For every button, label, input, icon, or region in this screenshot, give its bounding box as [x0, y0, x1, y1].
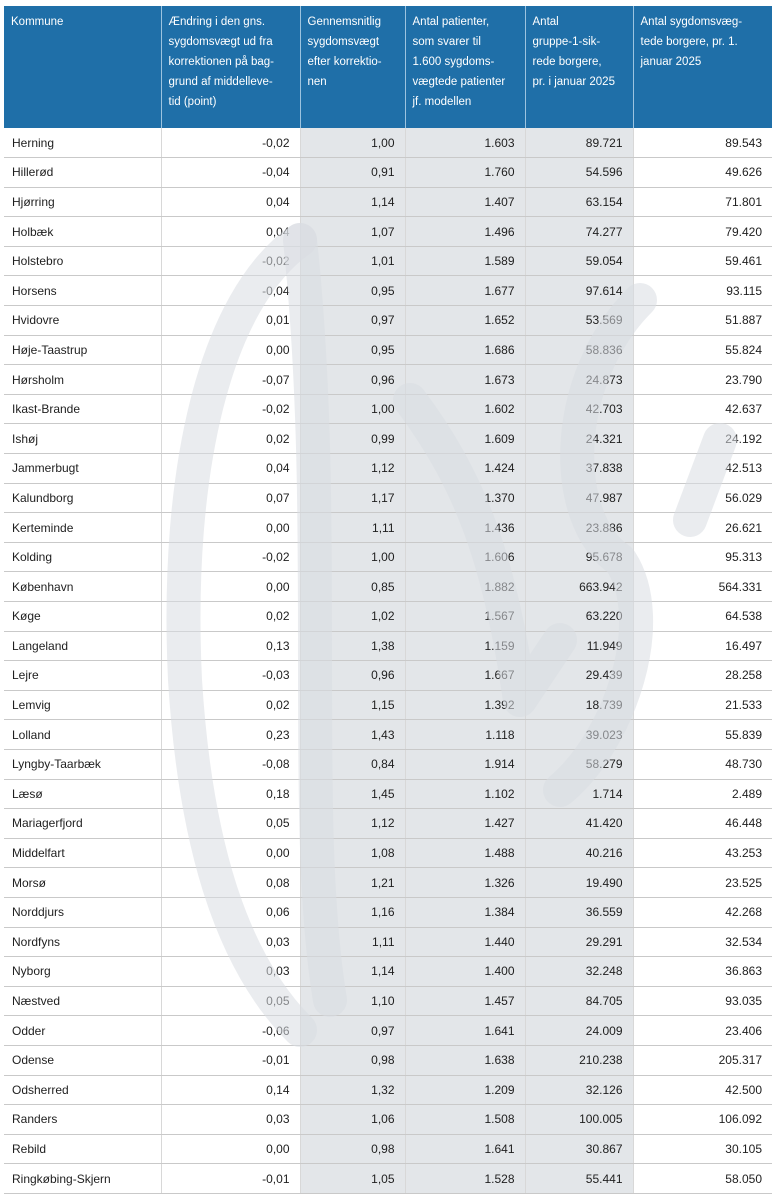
- change-cell: -0,06: [161, 1016, 300, 1046]
- table-row: [4, 187, 772, 217]
- avg-weight-cell: 1,00: [300, 542, 405, 572]
- avg-weight-cell: 1,16: [300, 897, 405, 927]
- group1-cell: 24.321: [525, 424, 633, 454]
- table-row: [4, 306, 772, 336]
- patients-cell: 1.673: [405, 365, 525, 395]
- patients-cell: 1.602: [405, 394, 525, 424]
- weighted-citizens-cell: 58.050: [633, 1164, 772, 1194]
- table-row: [4, 868, 772, 898]
- group1-cell: 41.420: [525, 809, 633, 839]
- avg-weight-cell: 1,14: [300, 957, 405, 987]
- group1-cell: 42.703: [525, 394, 633, 424]
- header-text-line: nen: [307, 76, 327, 88]
- kommune-cell: Lemvig: [4, 690, 161, 720]
- patients-cell: 1.667: [405, 661, 525, 691]
- weighted-citizens-cell: 32.534: [633, 927, 772, 957]
- header-text-line: Antal: [532, 16, 559, 28]
- group1-cell: 29.439: [525, 661, 633, 691]
- change-cell: 0,04: [161, 217, 300, 247]
- avg-weight-cell: 0,96: [300, 661, 405, 691]
- weighted-citizens-cell: 106.092: [633, 1105, 772, 1135]
- header-text-line: tede borgere, pr. 1.: [640, 36, 738, 48]
- kommune-cell: Hørsholm: [4, 365, 161, 395]
- kommune-cell: Rebild: [4, 1134, 161, 1164]
- table-row: [4, 128, 772, 158]
- change-cell: 0,00: [161, 513, 300, 543]
- weighted-citizens-cell: 42.513: [633, 454, 772, 484]
- weighted-citizens-cell: 42.637: [633, 394, 772, 424]
- group1-cell: 210.238: [525, 1045, 633, 1075]
- weighted-citizens-cell: 95.313: [633, 542, 772, 572]
- patients-cell: 1.457: [405, 986, 525, 1016]
- change-cell: -0,02: [161, 542, 300, 572]
- change-cell: 0,08: [161, 868, 300, 898]
- weighted-citizens-cell: 43.253: [633, 838, 772, 868]
- change-cell: -0,03: [161, 661, 300, 691]
- change-cell: 0,07: [161, 483, 300, 513]
- avg-weight-cell: 1,00: [300, 128, 405, 158]
- weighted-citizens-cell: 2.489: [633, 779, 772, 809]
- avg-weight-cell: 0,91: [300, 158, 405, 188]
- patients-cell: 1.652: [405, 306, 525, 336]
- kommune-cell: Kolding: [4, 542, 161, 572]
- group1-cell: 40.216: [525, 838, 633, 868]
- change-cell: -0,02: [161, 246, 300, 276]
- kommune-cell: Norddjurs: [4, 897, 161, 927]
- change-cell: 0,03: [161, 957, 300, 987]
- patients-cell: 1.677: [405, 276, 525, 306]
- group1-cell: 24.873: [525, 365, 633, 395]
- header-text-line: Antal patienter,: [412, 16, 490, 28]
- avg-weight-cell: 0,98: [300, 1045, 405, 1075]
- avg-weight-cell: 1,05: [300, 1164, 405, 1194]
- header-text-line: rede borgere,: [532, 56, 602, 68]
- avg-weight-cell: 1,12: [300, 809, 405, 839]
- table-row: [4, 424, 772, 454]
- patients-cell: 1.609: [405, 424, 525, 454]
- weighted-citizens-cell: 28.258: [633, 661, 772, 691]
- group1-cell: 89.721: [525, 128, 633, 158]
- weighted-citizens-cell: 24.192: [633, 424, 772, 454]
- avg-weight-cell: 0,97: [300, 1016, 405, 1046]
- header-text-line: tid (point): [168, 96, 217, 108]
- kommune-cell: Ikast-Brande: [4, 394, 161, 424]
- kommune-cell: Holbæk: [4, 217, 161, 247]
- weighted-citizens-cell: 23.525: [633, 868, 772, 898]
- group1-cell: 54.596: [525, 158, 633, 188]
- table-row: [4, 572, 772, 602]
- header-text-line: gruppe-1-sik-: [532, 36, 601, 48]
- table-row: [4, 217, 772, 247]
- avg-weight-cell: 1,17: [300, 483, 405, 513]
- patients-cell: 1.641: [405, 1134, 525, 1164]
- table-row: [4, 394, 772, 424]
- group1-cell: 58.279: [525, 749, 633, 779]
- patients-cell: 1.407: [405, 187, 525, 217]
- group1-cell: 11.949: [525, 631, 633, 661]
- avg-weight-cell: 0,96: [300, 365, 405, 395]
- avg-weight-cell: 0,84: [300, 749, 405, 779]
- patients-cell: 1.914: [405, 749, 525, 779]
- group1-cell: 55.441: [525, 1164, 633, 1194]
- patients-cell: 1.400: [405, 957, 525, 987]
- kommune-cell: Nyborg: [4, 957, 161, 987]
- header-text-line: sygdomsvægt ud fra: [168, 36, 273, 48]
- kommune-cell: Køge: [4, 602, 161, 632]
- table-row: [4, 483, 772, 513]
- avg-weight-cell: 1,14: [300, 187, 405, 217]
- avg-weight-cell: 0,95: [300, 335, 405, 365]
- avg-weight-cell: 0,98: [300, 1134, 405, 1164]
- kommune-cell: Næstved: [4, 986, 161, 1016]
- kommune-cell: Ringkøbing-Skjern: [4, 1164, 161, 1194]
- weighted-citizens-cell: 564.331: [633, 572, 772, 602]
- weighted-citizens-cell: 21.533: [633, 690, 772, 720]
- change-cell: -0,07: [161, 365, 300, 395]
- header-row: [4, 6, 772, 128]
- change-cell: 0,02: [161, 690, 300, 720]
- weighted-citizens-cell: 42.500: [633, 1075, 772, 1105]
- patients-cell: 1.118: [405, 720, 525, 750]
- table-row: [4, 957, 772, 987]
- weighted-citizens-cell: 26.621: [633, 513, 772, 543]
- weighted-citizens-cell: 93.035: [633, 986, 772, 1016]
- avg-weight-cell: 1,08: [300, 838, 405, 868]
- group1-cell: 100.005: [525, 1105, 633, 1135]
- change-cell: 0,00: [161, 572, 300, 602]
- avg-weight-cell: 0,95: [300, 276, 405, 306]
- group1-cell: 24.009: [525, 1016, 633, 1046]
- group1-cell: 74.277: [525, 217, 633, 247]
- col-header-kommune: [4, 6, 161, 128]
- table-row: [4, 276, 772, 306]
- header-text-line: korrektionen på bag-: [168, 56, 274, 68]
- table-row: [4, 158, 772, 188]
- weighted-citizens-cell: 93.115: [633, 276, 772, 306]
- weighted-citizens-cell: 59.461: [633, 246, 772, 276]
- change-cell: -0,04: [161, 158, 300, 188]
- weighted-citizens-cell: 55.824: [633, 335, 772, 365]
- avg-weight-cell: 1,00: [300, 394, 405, 424]
- kommune-cell: Morsø: [4, 868, 161, 898]
- avg-weight-cell: 1,07: [300, 217, 405, 247]
- group1-cell: 59.054: [525, 246, 633, 276]
- weighted-citizens-cell: 71.801: [633, 187, 772, 217]
- change-cell: 0,03: [161, 1105, 300, 1135]
- table-row: [4, 365, 772, 395]
- header-text-line: Kommune: [11, 16, 64, 28]
- table-row: [4, 809, 772, 839]
- header-text-line: Gennemsnitlig: [307, 16, 382, 28]
- group1-cell: 32.248: [525, 957, 633, 987]
- table-row: [4, 1164, 772, 1194]
- avg-weight-cell: 1,11: [300, 927, 405, 957]
- table-row: [4, 838, 772, 868]
- kommune-cell: Langeland: [4, 631, 161, 661]
- avg-weight-cell: 1,11: [300, 513, 405, 543]
- kommune-cell: Odsherred: [4, 1075, 161, 1105]
- avg-weight-cell: 0,97: [300, 306, 405, 336]
- table-row: [4, 1075, 772, 1105]
- header-text-line: efter korrektio-: [307, 56, 382, 68]
- group1-cell: 18.739: [525, 690, 633, 720]
- group1-cell: 23.886: [525, 513, 633, 543]
- weighted-citizens-cell: 89.543: [633, 128, 772, 158]
- group1-cell: 663.942: [525, 572, 633, 602]
- group1-cell: 63.154: [525, 187, 633, 217]
- change-cell: 0,23: [161, 720, 300, 750]
- kommune-cell: Holstebro: [4, 246, 161, 276]
- avg-weight-cell: 1,45: [300, 779, 405, 809]
- avg-weight-cell: 1,01: [300, 246, 405, 276]
- table-row: [4, 1105, 772, 1135]
- group1-cell: 97.614: [525, 276, 633, 306]
- weighted-citizens-cell: 55.839: [633, 720, 772, 750]
- weighted-citizens-cell: 46.448: [633, 809, 772, 839]
- group1-cell: 53.569: [525, 306, 633, 336]
- weighted-citizens-cell: 64.538: [633, 602, 772, 632]
- kommune-cell: København: [4, 572, 161, 602]
- table-row: [4, 986, 772, 1016]
- patients-cell: 1.606: [405, 542, 525, 572]
- weighted-citizens-cell: 30.105: [633, 1134, 772, 1164]
- group1-cell: 30.867: [525, 1134, 633, 1164]
- group1-cell: 29.291: [525, 927, 633, 957]
- weighted-citizens-cell: 16.497: [633, 631, 772, 661]
- kommune-cell: Jammerbugt: [4, 454, 161, 484]
- col-header-weighted-citizens: [633, 6, 772, 128]
- patients-cell: 1.528: [405, 1164, 525, 1194]
- change-cell: 0,03: [161, 927, 300, 957]
- avg-weight-cell: 1,06: [300, 1105, 405, 1135]
- group1-cell: 39.023: [525, 720, 633, 750]
- table-header: [4, 6, 772, 128]
- weighted-citizens-cell: 51.887: [633, 306, 772, 336]
- patients-cell: 1.209: [405, 1075, 525, 1105]
- patients-cell: 1.440: [405, 927, 525, 957]
- group1-cell: 47.987: [525, 483, 633, 513]
- kommune-cell: Lolland: [4, 720, 161, 750]
- kommune-cell: Odder: [4, 1016, 161, 1046]
- table-row: [4, 927, 772, 957]
- patients-cell: 1.686: [405, 335, 525, 365]
- patients-cell: 1.384: [405, 897, 525, 927]
- table-row: [4, 246, 772, 276]
- header-text-line: pr. i januar 2025: [532, 76, 615, 88]
- table-row: [4, 749, 772, 779]
- header-text-line: vægtede patienter: [412, 76, 506, 88]
- weighted-citizens-cell: 49.626: [633, 158, 772, 188]
- group1-cell: 63.220: [525, 602, 633, 632]
- change-cell: -0,04: [161, 276, 300, 306]
- kommune-cell: Horsens: [4, 276, 161, 306]
- patients-cell: 1.488: [405, 838, 525, 868]
- table-row: [4, 335, 772, 365]
- change-cell: 0,06: [161, 897, 300, 927]
- patients-cell: 1.603: [405, 128, 525, 158]
- table-row: [4, 779, 772, 809]
- patients-cell: 1.882: [405, 572, 525, 602]
- kommune-cell: Høje-Taastrup: [4, 335, 161, 365]
- group1-cell: 58.836: [525, 335, 633, 365]
- change-cell: 0,05: [161, 986, 300, 1016]
- header-text-line: jf. modellen: [412, 96, 472, 108]
- header-text-line: 1.600 sygdoms-: [412, 56, 495, 68]
- change-cell: 0,04: [161, 454, 300, 484]
- col-header-avg-weight: [300, 6, 405, 128]
- table-row: [4, 454, 772, 484]
- weighted-citizens-cell: 79.420: [633, 217, 772, 247]
- patients-cell: 1.641: [405, 1016, 525, 1046]
- weighted-citizens-cell: 23.790: [633, 365, 772, 395]
- table-row: [4, 1016, 772, 1046]
- table-row: [4, 690, 772, 720]
- document-page: [4, 6, 772, 1194]
- kommune-cell: Kalundborg: [4, 483, 161, 513]
- group1-cell: 19.490: [525, 868, 633, 898]
- group1-cell: 1.714: [525, 779, 633, 809]
- change-cell: 0,18: [161, 779, 300, 809]
- patients-cell: 1.326: [405, 868, 525, 898]
- change-cell: 0,14: [161, 1075, 300, 1105]
- weighted-citizens-cell: 205.317: [633, 1045, 772, 1075]
- header-text-line: Ændring i den gns.: [168, 16, 266, 28]
- group1-cell: 32.126: [525, 1075, 633, 1105]
- table-row: [4, 542, 772, 572]
- avg-weight-cell: 0,85: [300, 572, 405, 602]
- patients-cell: 1.392: [405, 690, 525, 720]
- change-cell: 0,02: [161, 424, 300, 454]
- table-row: [4, 897, 772, 927]
- patients-cell: 1.159: [405, 631, 525, 661]
- table-row: [4, 513, 772, 543]
- change-cell: -0,01: [161, 1164, 300, 1194]
- municipality-data-table: [4, 6, 772, 1194]
- header-text-line: grund af middelleve-: [168, 76, 273, 88]
- table-row: [4, 602, 772, 632]
- patients-cell: 1.567: [405, 602, 525, 632]
- kommune-cell: Randers: [4, 1105, 161, 1135]
- kommune-cell: Mariagerfjord: [4, 809, 161, 839]
- avg-weight-cell: 1,32: [300, 1075, 405, 1105]
- kommune-cell: Herning: [4, 128, 161, 158]
- patients-cell: 1.496: [405, 217, 525, 247]
- patients-cell: 1.427: [405, 809, 525, 839]
- patients-cell: 1.370: [405, 483, 525, 513]
- weighted-citizens-cell: 56.029: [633, 483, 772, 513]
- change-cell: -0,01: [161, 1045, 300, 1075]
- kommune-cell: Læsø: [4, 779, 161, 809]
- kommune-cell: Nordfyns: [4, 927, 161, 957]
- weighted-citizens-cell: 23.406: [633, 1016, 772, 1046]
- change-cell: 0,05: [161, 809, 300, 839]
- patients-cell: 1.638: [405, 1045, 525, 1075]
- patients-cell: 1.589: [405, 246, 525, 276]
- table-row: [4, 1134, 772, 1164]
- change-cell: 0,00: [161, 335, 300, 365]
- header-text-line: som svarer til: [412, 36, 481, 48]
- kommune-cell: Hjørring: [4, 187, 161, 217]
- avg-weight-cell: 1,12: [300, 454, 405, 484]
- table-body: [4, 128, 772, 1193]
- avg-weight-cell: 1,38: [300, 631, 405, 661]
- header-text-line: Antal sygdomsvæg-: [640, 16, 743, 28]
- kommune-cell: Lejre: [4, 661, 161, 691]
- change-cell: 0,02: [161, 602, 300, 632]
- weighted-citizens-cell: 42.268: [633, 897, 772, 927]
- avg-weight-cell: 1,15: [300, 690, 405, 720]
- change-cell: -0,02: [161, 128, 300, 158]
- group1-cell: 37.838: [525, 454, 633, 484]
- patients-cell: 1.760: [405, 158, 525, 188]
- avg-weight-cell: 1,02: [300, 602, 405, 632]
- patients-cell: 1.508: [405, 1105, 525, 1135]
- kommune-cell: Odense: [4, 1045, 161, 1075]
- kommune-cell: Kerteminde: [4, 513, 161, 543]
- kommune-cell: Middelfart: [4, 838, 161, 868]
- avg-weight-cell: 1,43: [300, 720, 405, 750]
- change-cell: 0,01: [161, 306, 300, 336]
- change-cell: 0,00: [161, 838, 300, 868]
- avg-weight-cell: 1,10: [300, 986, 405, 1016]
- weighted-citizens-cell: 48.730: [633, 749, 772, 779]
- change-cell: 0,00: [161, 1134, 300, 1164]
- kommune-cell: Ishøj: [4, 424, 161, 454]
- header-text-line: sygdomsvægt: [307, 36, 380, 48]
- change-cell: 0,13: [161, 631, 300, 661]
- col-header-patients: [405, 6, 525, 128]
- col-header-change: [161, 6, 300, 128]
- change-cell: 0,04: [161, 187, 300, 217]
- table-row: [4, 1045, 772, 1075]
- kommune-cell: Hvidovre: [4, 306, 161, 336]
- table-row: [4, 631, 772, 661]
- kommune-cell: Lyngby-Taarbæk: [4, 749, 161, 779]
- header-text-line: januar 2025: [640, 56, 702, 68]
- avg-weight-cell: 0,99: [300, 424, 405, 454]
- table-row: [4, 661, 772, 691]
- group1-cell: 36.559: [525, 897, 633, 927]
- table-row: [4, 720, 772, 750]
- avg-weight-cell: 1,21: [300, 868, 405, 898]
- kommune-cell: Hillerød: [4, 158, 161, 188]
- col-header-group1: [525, 6, 633, 128]
- patients-cell: 1.102: [405, 779, 525, 809]
- weighted-citizens-cell: 36.863: [633, 957, 772, 987]
- group1-cell: 84.705: [525, 986, 633, 1016]
- patients-cell: 1.424: [405, 454, 525, 484]
- change-cell: -0,02: [161, 394, 300, 424]
- group1-cell: 95.678: [525, 542, 633, 572]
- patients-cell: 1.436: [405, 513, 525, 543]
- change-cell: -0,08: [161, 749, 300, 779]
